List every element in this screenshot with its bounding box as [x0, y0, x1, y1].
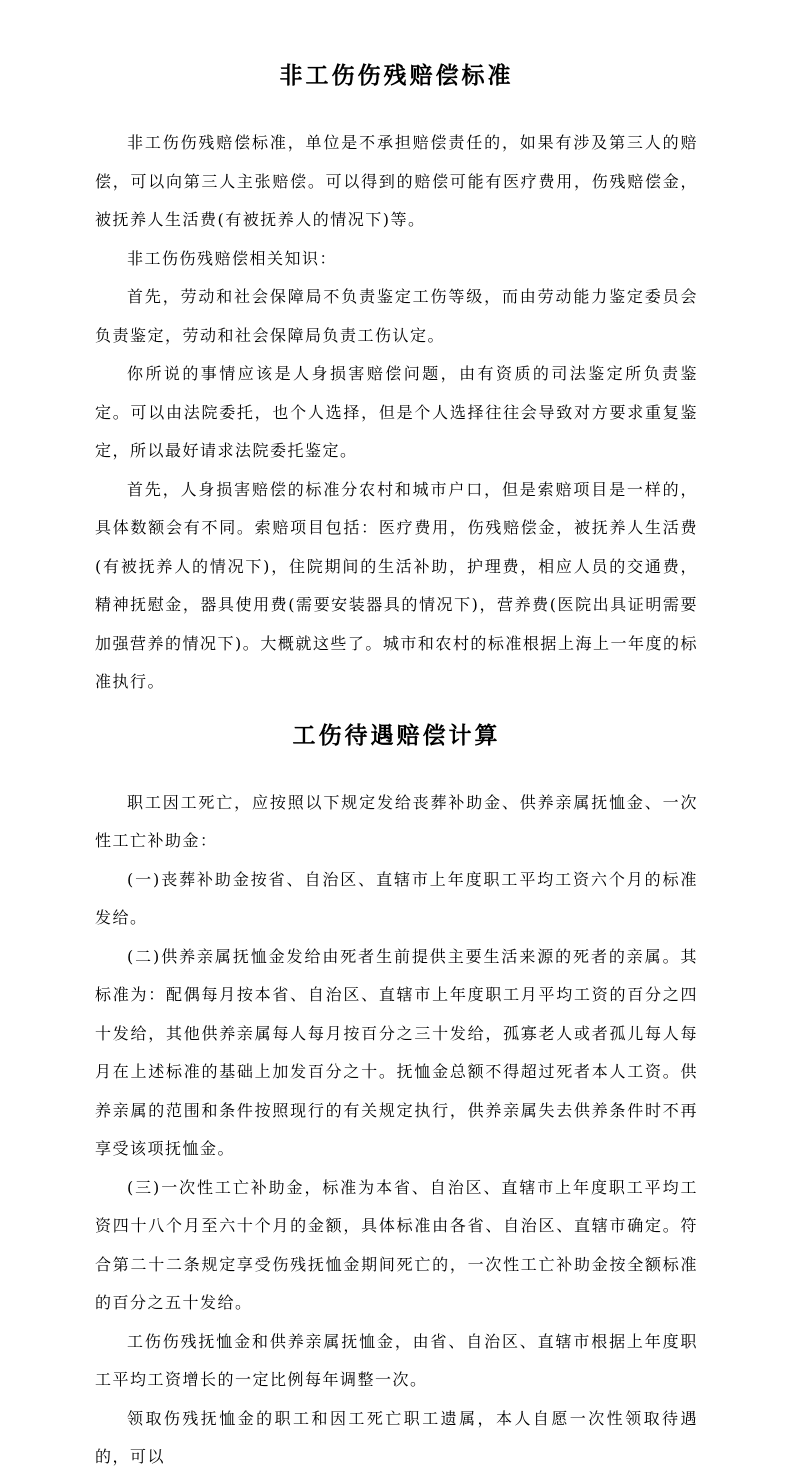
paragraph: 首先，人身损害赔偿的标准分农村和城市户口，但是索赔项目是一样的，具体数额会有不同。索赔项目包括：医疗费用，伤残赔偿金，被抚养人生活费(有被抚养人的情况下)，住院期间的生活补助，护理费，相应人员的交通费，精神抚慰金，器具使用费(需要安装器具的情况下)，营养费(医院出具证明需要加强营养的情况下)。大概就这些了。城市和农村的标准根据上海上一年度的标准执行。	[95, 479, 698, 691]
paragraph: 非工伤伤残赔偿标准，单位是不承担赔偿责任的，如果有涉及第三人的赔偿，可以向第三人主张赔偿。可以得到的赔偿可能有医疗费用，伤残赔偿金，被抚养人生活费(有被抚养人的情况下)等。	[95, 133, 698, 229]
paragraph: 领取伤残抚恤金的职工和因工死亡职工遗属，本人自愿一次性领取待遇的，可以	[95, 1408, 698, 1466]
paragraph: (二)供养亲属抚恤金发给由死者生前提供主要生活来源的死者的亲属。其标准为：配偶每月按本省、自治区、直辖市上年度职工月平均工资的百分之四十发给，其他供养亲属每人每月按百分之三十发给，孤寡老人或者孤儿每人每月在上述标准的基础上加发百分之十。抚恤金总额不得超过死者本人工资。供养亲属的范围和条件按照现行的有关规定执行，供养亲属失去供养条件时不再享受该项抚恤金。	[95, 946, 698, 1158]
section-heading: 工伤待遇赔偿计算	[292, 721, 501, 749]
paragraph: 首先，劳动和社会保障局不负责鉴定工伤等级，而由劳动能力鉴定委员会负责鉴定，劳动和社会保障局负责工伤认定。	[95, 287, 698, 345]
paragraph: (三)一次性工亡补助金，标准为本省、自治区、直辖市上年度职工平均工资四十八个月至六十个月的金额，具体标准由各省、自治区、直辖市确定。符合第二十二条规定享受伤残抚恤金期间死亡的，一次性工亡补助金按全额标准的百分之五十发给。	[95, 1177, 698, 1312]
paragraph: 工伤伤残抚恤金和供养亲属抚恤金，由省、自治区、直辖市根据上年度职工平均工资增长的一定比例每年调整一次。	[95, 1331, 698, 1389]
paragraph: 非工伤伤残赔偿相关知识：	[127, 248, 338, 268]
paragraph: (一)丧葬补助金按省、自治区、直辖市上年度职工平均工资六个月的标准发给。	[95, 869, 698, 927]
paragraph: 职工因工死亡，应按照以下规定发给丧葬补助金、供养亲属抚恤金、一次性工亡补助金：	[95, 792, 698, 850]
section-heading: 非工伤伤残赔偿标准	[279, 62, 514, 89]
document-body	[95, 58, 698, 1477]
paragraph: 你所说的事情应该是人身损害赔偿问题，由有资质的司法鉴定所负责鉴定。可以由法院委托，也个人选择，但是个人选择往往会导致对方要求重复鉴定，所以最好请求法院委托鉴定。	[95, 364, 698, 460]
